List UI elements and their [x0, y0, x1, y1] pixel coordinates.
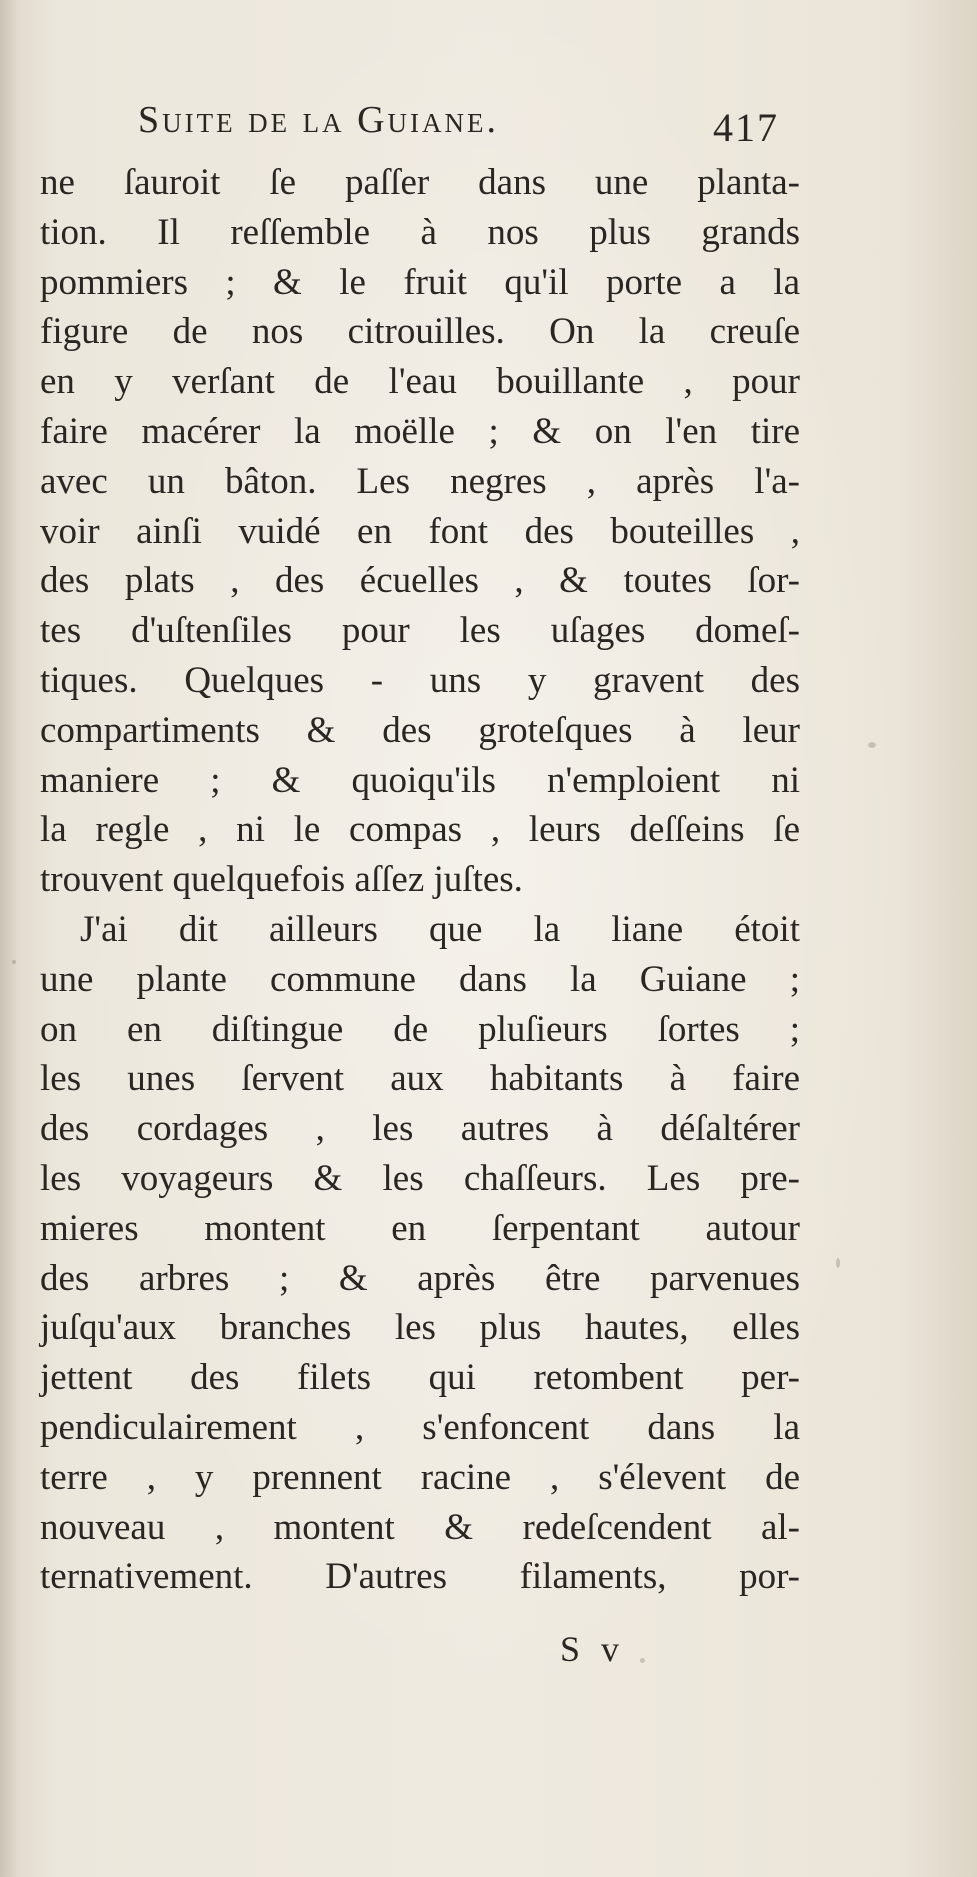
page-header	[138, 98, 858, 158]
text-line: pendiculairement , s'enfoncent dans la	[40, 1406, 800, 1448]
text-line: les voyageurs & les chaſſeurs. Les pre-	[40, 1157, 800, 1199]
page-fold-shadow	[0, 0, 18, 1877]
text-line: les unes ſervent aux habitants à faire	[40, 1058, 800, 1100]
paper-speck	[640, 1658, 645, 1663]
text-line: tion. Il reſſemble à nos plus grands	[40, 211, 800, 253]
text-line: mieres montent en ſerpentant autour	[40, 1207, 800, 1249]
text-line: on en diſtingue de pluſieurs ſortes ;	[40, 1008, 800, 1050]
text-line: jettent des filets qui retombent per-	[40, 1357, 800, 1399]
text-line: en y verſant de l'eau bouillante , pour	[40, 361, 800, 403]
text-line: maniere ; & quoiqu'ils n'emploient ni	[40, 759, 800, 801]
text-line: compartiments & des groteſques à leur	[40, 709, 800, 751]
text-line: des plats , des écuelles , & toutes ſor-	[40, 560, 800, 602]
paper-speck	[868, 742, 876, 748]
text-line: une plante commune dans la Guiane ;	[40, 958, 800, 1000]
text-line: des arbres ; & après être parvenues	[40, 1257, 800, 1299]
text-line: tiques. Quelques - uns y gravent des	[40, 659, 800, 701]
text-line: avec un bâton. Les negres , après l'a-	[40, 460, 800, 502]
text-line: juſqu'aux branches les plus hautes, elles	[40, 1307, 800, 1349]
text-line: voir ainſi vuidé en font des bouteilles ,	[40, 510, 800, 552]
text-line: ne ſauroit ſe paſſer dans une planta-	[40, 162, 800, 203]
body-text	[40, 158, 800, 1602]
paper-speck	[836, 1258, 840, 1268]
text-line-paragraph-end: trouvent quelquefois aſſez juſtes.	[40, 859, 523, 901]
running-head: Suite de la Guiane.	[138, 99, 500, 141]
text-line: pommiers ; & le fruit qu'il porte a la	[40, 261, 800, 303]
text-line: terre , y prennent racine , s'élevent de	[40, 1456, 800, 1498]
text-line: faire macérer la moëlle ; & on l'en tire	[40, 410, 800, 452]
text-line: ternativement. D'autres filaments, por-	[40, 1556, 800, 1598]
signature-mark: S v	[560, 1629, 626, 1669]
text-line: nouveau , montent & redeſcendent al-	[40, 1506, 800, 1548]
text-line-paragraph-start: J'ai dit ailleurs que la liane étoit	[80, 908, 800, 950]
paper-speck	[12, 960, 16, 964]
text-line: la regle , ni le compas , leurs deſſeins ſe	[40, 809, 800, 851]
text-line: des cordages , les autres à déſaltérer	[40, 1108, 800, 1150]
text-line: tes d'uſtenſiles pour les uſages domeſ-	[40, 610, 800, 652]
text-line: figure de nos citrouilles. On la creuſe	[40, 311, 800, 353]
page-number: 417	[713, 105, 779, 150]
